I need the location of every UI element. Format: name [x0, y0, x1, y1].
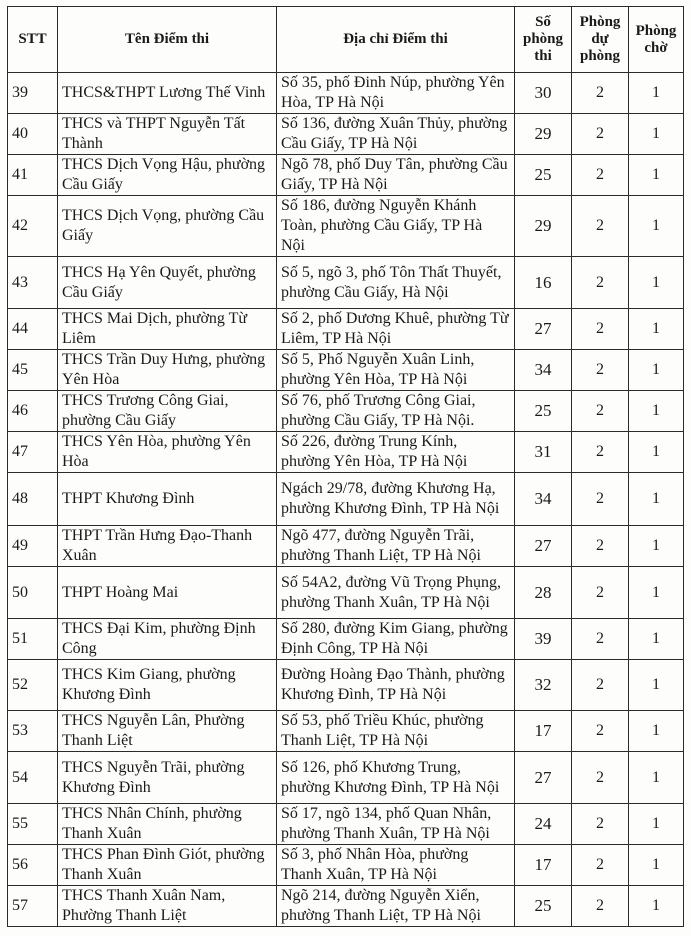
row-site-address: Số 5, ngõ 3, phố Tôn Thất Thuyết, phường Cầu Giấy, Hà Nội	[277, 257, 515, 309]
row-waiting-rooms: 1	[629, 804, 684, 845]
header-spare: Phòng dự phòng	[572, 7, 629, 73]
row-spare-rooms: 2	[572, 155, 629, 196]
row-waiting-rooms: 1	[629, 350, 684, 391]
table-row	[8, 752, 684, 804]
row-spare-rooms: 2	[572, 196, 629, 257]
row-stt: 48	[8, 473, 58, 526]
row-waiting-rooms: 1	[629, 432, 684, 473]
table-row	[8, 432, 684, 473]
row-stt: 51	[8, 619, 58, 660]
row-waiting-rooms: 1	[629, 196, 684, 257]
row-spare-rooms: 2	[572, 73, 629, 114]
row-site-name: THCS Phan Đình Giót, phường Thanh Xuân	[58, 845, 277, 886]
row-waiting-rooms: 1	[629, 752, 684, 804]
row-spare-rooms: 2	[572, 619, 629, 660]
table-row	[8, 526, 684, 567]
row-site-name: THCS Trần Duy Hưng, phường Yên Hòa	[58, 350, 277, 391]
table-row	[8, 391, 684, 432]
table-row	[8, 309, 684, 350]
row-stt: 39	[8, 73, 58, 114]
table-header-row	[8, 7, 684, 73]
row-site-name: THPT Khương Đình	[58, 473, 277, 526]
row-site-name: THCS Hạ Yên Quyết, phường Cầu Giấy	[58, 257, 277, 309]
table-row	[8, 711, 684, 752]
row-stt: 46	[8, 391, 58, 432]
header-address: Địa chỉ Điểm thi	[277, 7, 515, 73]
row-spare-rooms: 2	[572, 432, 629, 473]
row-waiting-rooms: 1	[629, 886, 684, 927]
row-site-address: Số 126, phố Khương Trung, phường Khương Đình, TP Hà Nội	[277, 752, 515, 804]
row-site-name: THCS và THPT Nguyễn Tất Thành	[58, 114, 277, 155]
row-stt: 45	[8, 350, 58, 391]
row-spare-rooms: 2	[572, 391, 629, 432]
row-waiting-rooms: 1	[629, 391, 684, 432]
row-exam-rooms: 27	[515, 752, 572, 804]
table-body	[8, 73, 684, 927]
table-row	[8, 845, 684, 886]
header-name: Tên Điểm thi	[58, 7, 277, 73]
row-site-name: THCS Nguyễn Lân, Phường Thanh Liệt	[58, 711, 277, 752]
row-site-address: Số 35, phố Đinh Núp, phường Yên Hòa, TP Hà Nội	[277, 73, 515, 114]
row-site-address: Ngõ 477, đường Nguyễn Trãi, phường Thanh Liệt, TP Hà Nội	[277, 526, 515, 567]
row-site-address: Ngõ 78, phố Duy Tân, phường Cầu Giấy, TP Hà Nội	[277, 155, 515, 196]
table-row	[8, 257, 684, 309]
row-stt: 57	[8, 886, 58, 927]
row-stt: 40	[8, 114, 58, 155]
row-exam-rooms: 25	[515, 886, 572, 927]
row-exam-rooms: 32	[515, 660, 572, 711]
header-stt: STT	[8, 7, 58, 73]
row-site-name: THCS Đại Kim, phường Định Công	[58, 619, 277, 660]
row-site-name: THCS Dịch Vọng, phường Cầu Giấy	[58, 196, 277, 257]
table-row	[8, 350, 684, 391]
row-exam-rooms: 34	[515, 473, 572, 526]
header-rooms: Số phòng thi	[515, 7, 572, 73]
row-exam-rooms: 25	[515, 391, 572, 432]
row-exam-rooms: 29	[515, 114, 572, 155]
row-stt: 49	[8, 526, 58, 567]
row-stt: 50	[8, 567, 58, 619]
row-waiting-rooms: 1	[629, 711, 684, 752]
row-waiting-rooms: 1	[629, 73, 684, 114]
row-exam-rooms: 17	[515, 711, 572, 752]
row-stt: 52	[8, 660, 58, 711]
row-exam-rooms: 34	[515, 350, 572, 391]
row-stt: 47	[8, 432, 58, 473]
row-site-name: THCS Dịch Vọng Hậu, phường Cầu Giấy	[58, 155, 277, 196]
row-waiting-rooms: 1	[629, 257, 684, 309]
row-exam-rooms: 31	[515, 432, 572, 473]
row-site-address: Số 280, đường Kim Giang, phường Định Công, TP Hà Nội	[277, 619, 515, 660]
row-site-address: Số 226, đường Trung Kính, phường Yên Hòa, TP Hà Nội	[277, 432, 515, 473]
row-stt: 43	[8, 257, 58, 309]
row-waiting-rooms: 1	[629, 114, 684, 155]
row-exam-rooms: 27	[515, 309, 572, 350]
row-site-name: THCS Yên Hòa, phường Yên Hòa	[58, 432, 277, 473]
row-stt: 56	[8, 845, 58, 886]
row-exam-rooms: 24	[515, 804, 572, 845]
row-site-name: THCS Trương Công Giai, phường Cầu Giấy	[58, 391, 277, 432]
row-spare-rooms: 2	[572, 752, 629, 804]
table-row	[8, 886, 684, 927]
table-row	[8, 567, 684, 619]
row-site-address: Số 76, phố Trương Công Giai, phường Cầu Giấy, TP Hà Nội.	[277, 391, 515, 432]
row-exam-rooms: 29	[515, 196, 572, 257]
row-spare-rooms: 2	[572, 711, 629, 752]
row-site-address: Đường Hoàng Đạo Thành, phường Khương Đình, TP Hà Nội	[277, 660, 515, 711]
row-waiting-rooms: 1	[629, 845, 684, 886]
row-waiting-rooms: 1	[629, 309, 684, 350]
row-site-address: Số 54A2, đường Vũ Trọng Phụng, phường Thanh Xuân, TP Hà Nội	[277, 567, 515, 619]
row-waiting-rooms: 1	[629, 660, 684, 711]
row-site-name: THCS&THPT Lương Thế Vinh	[58, 73, 277, 114]
table-row	[8, 473, 684, 526]
row-spare-rooms: 2	[572, 257, 629, 309]
row-site-address: Số 17, ngõ 134, phố Quan Nhân, phường Thanh Xuân, TP Hà Nội	[277, 804, 515, 845]
row-site-address: Số 53, phố Triều Khúc, phường Thanh Liệt, TP Hà Nội	[277, 711, 515, 752]
row-spare-rooms: 2	[572, 473, 629, 526]
table-row	[8, 114, 684, 155]
row-waiting-rooms: 1	[629, 526, 684, 567]
row-spare-rooms: 2	[572, 526, 629, 567]
row-site-name: THCS Nguyễn Trãi, phường Khương Đình	[58, 752, 277, 804]
row-exam-rooms: 17	[515, 845, 572, 886]
row-spare-rooms: 2	[572, 309, 629, 350]
exam-sites-table	[7, 6, 684, 927]
row-site-address: Số 186, đường Nguyễn Khánh Toàn, phường Cầu Giấy, TP Hà Nội	[277, 196, 515, 257]
row-spare-rooms: 2	[572, 845, 629, 886]
row-site-name: THPT Hoàng Mai	[58, 567, 277, 619]
row-stt: 55	[8, 804, 58, 845]
table-row	[8, 73, 684, 114]
row-site-address: Số 2, phố Dương Khuê, phường Từ Liêm, TP Hà Nội	[277, 309, 515, 350]
row-spare-rooms: 2	[572, 567, 629, 619]
row-stt: 42	[8, 196, 58, 257]
row-site-address: Ngách 29/78, đường Khương Hạ, phường Khương Đình, TP Hà Nội	[277, 473, 515, 526]
row-site-address: Số 136, đường Xuân Thủy, phường Cầu Giấy, TP Hà Nội	[277, 114, 515, 155]
row-site-name: THCS Mai Dịch, phường Từ Liêm	[58, 309, 277, 350]
table-row	[8, 155, 684, 196]
row-waiting-rooms: 1	[629, 619, 684, 660]
row-stt: 44	[8, 309, 58, 350]
row-spare-rooms: 2	[572, 804, 629, 845]
row-waiting-rooms: 1	[629, 473, 684, 526]
row-spare-rooms: 2	[572, 114, 629, 155]
table-row	[8, 196, 684, 257]
row-site-name: THCS Kim Giang, phường Khương Đình	[58, 660, 277, 711]
row-exam-rooms: 16	[515, 257, 572, 309]
row-stt: 53	[8, 711, 58, 752]
row-site-address: Số 3, phố Nhân Hòa, phường Thanh Xuân, TP Hà Nội	[277, 845, 515, 886]
header-waiting: Phòng chờ	[629, 7, 684, 73]
row-site-address: Ngõ 214, đường Nguyễn Xiển, phường Thanh Liệt, TP Hà Nội	[277, 886, 515, 927]
row-waiting-rooms: 1	[629, 567, 684, 619]
row-exam-rooms: 28	[515, 567, 572, 619]
row-waiting-rooms: 1	[629, 155, 684, 196]
row-spare-rooms: 2	[572, 350, 629, 391]
table-row	[8, 660, 684, 711]
table-row	[8, 804, 684, 845]
row-exam-rooms: 27	[515, 526, 572, 567]
row-exam-rooms: 25	[515, 155, 572, 196]
row-site-name: THPT Trần Hưng Đạo-Thanh Xuân	[58, 526, 277, 567]
row-stt: 41	[8, 155, 58, 196]
row-site-address: Số 5, Phố Nguyễn Xuân Linh, phường Yên Hòa, TP Hà Nội	[277, 350, 515, 391]
row-spare-rooms: 2	[572, 886, 629, 927]
row-site-name: THCS Nhân Chính, phường Thanh Xuân	[58, 804, 277, 845]
row-stt: 54	[8, 752, 58, 804]
row-exam-rooms: 39	[515, 619, 572, 660]
row-spare-rooms: 2	[572, 660, 629, 711]
table-row	[8, 619, 684, 660]
row-site-name: THCS Thanh Xuân Nam, Phường Thanh Liệt	[58, 886, 277, 927]
row-exam-rooms: 30	[515, 73, 572, 114]
